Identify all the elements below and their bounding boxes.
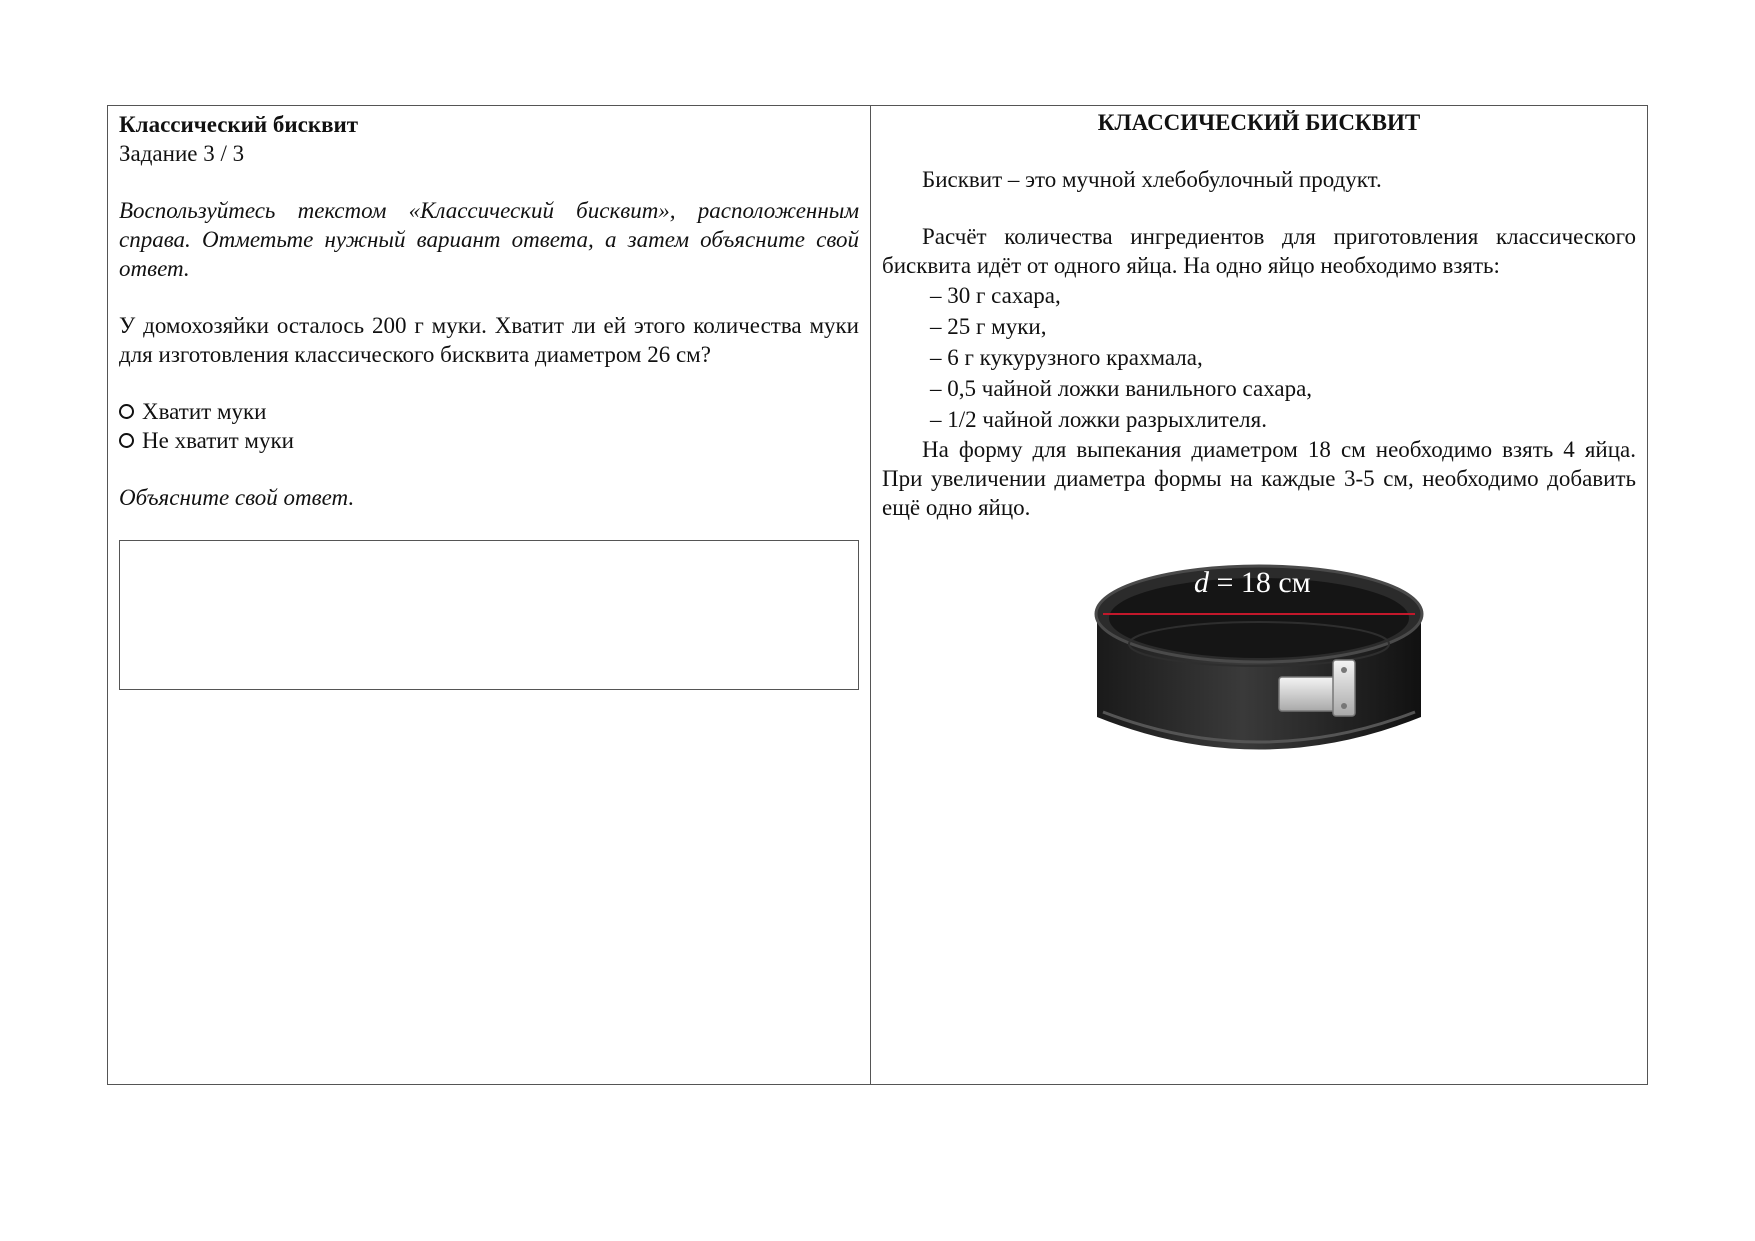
task-title: Классический бисквит xyxy=(119,112,359,137)
option-enough-flour[interactable] xyxy=(119,397,859,426)
option-not-enough-flour[interactable] xyxy=(119,426,859,455)
task-instruction: Воспользуйтесь текстом «Классический бисквит», расположенным справа. Отметьте нужный вариант ответа, а затем объясните свой ответ. xyxy=(119,198,859,281)
answer-textarea[interactable] xyxy=(119,540,859,690)
list-item: – 1/2 чайной ложки разрыхлителя. xyxy=(930,404,1636,435)
ingredients-list xyxy=(882,280,1636,435)
list-item: – 25 г муки, xyxy=(930,311,1636,342)
list-item: – 0,5 чайной ложки ванильного сахара, xyxy=(930,373,1636,404)
article-definition: Бисквит – это мучной хлебобулочный продукт. xyxy=(922,167,1382,192)
option-label: Не хватит муки xyxy=(142,428,294,453)
option-label: Хватит муки xyxy=(142,399,267,424)
reading-column xyxy=(871,106,1647,1084)
diameter-label: = 18 см xyxy=(1209,566,1311,599)
task-question: У домохозяйки осталось 200 г муки. Хватит ли ей этого количества муки для изготовления классического бисквита диаметром 26 см? xyxy=(119,313,859,367)
list-item: – 30 г сахара, xyxy=(930,280,1636,311)
explain-prompt: Объясните свой ответ. xyxy=(119,485,355,510)
task-sheet xyxy=(107,105,1648,1085)
radio-button[interactable] xyxy=(119,404,134,419)
task-number: Задание 3 / 3 xyxy=(119,141,245,166)
article-intro: Расчёт количества ингредиентов для приготовления классического бисквита идёт от одного яйца. На одно яйцо необходимо взять: xyxy=(882,224,1636,278)
article-title: КЛАССИЧЕСКИЙ БИСКВИТ xyxy=(1097,110,1421,135)
article-rule: На форму для выпекания диаметром 18 см необходимо взять 4 яйца. При увеличении диаметра формы на каждые 3-5 см, необходимо добавить ещё одно яйцо. xyxy=(882,437,1636,520)
baking-pan-figure xyxy=(882,552,1636,762)
baking-pan-image xyxy=(1089,552,1429,762)
diameter-variable: d xyxy=(1194,566,1209,599)
svg-text:d = 18 см xyxy=(1194,566,1311,599)
radio-button[interactable] xyxy=(119,433,134,448)
list-item: – 6 г кукурузного крахмала, xyxy=(930,342,1636,373)
task-column xyxy=(108,106,871,1084)
